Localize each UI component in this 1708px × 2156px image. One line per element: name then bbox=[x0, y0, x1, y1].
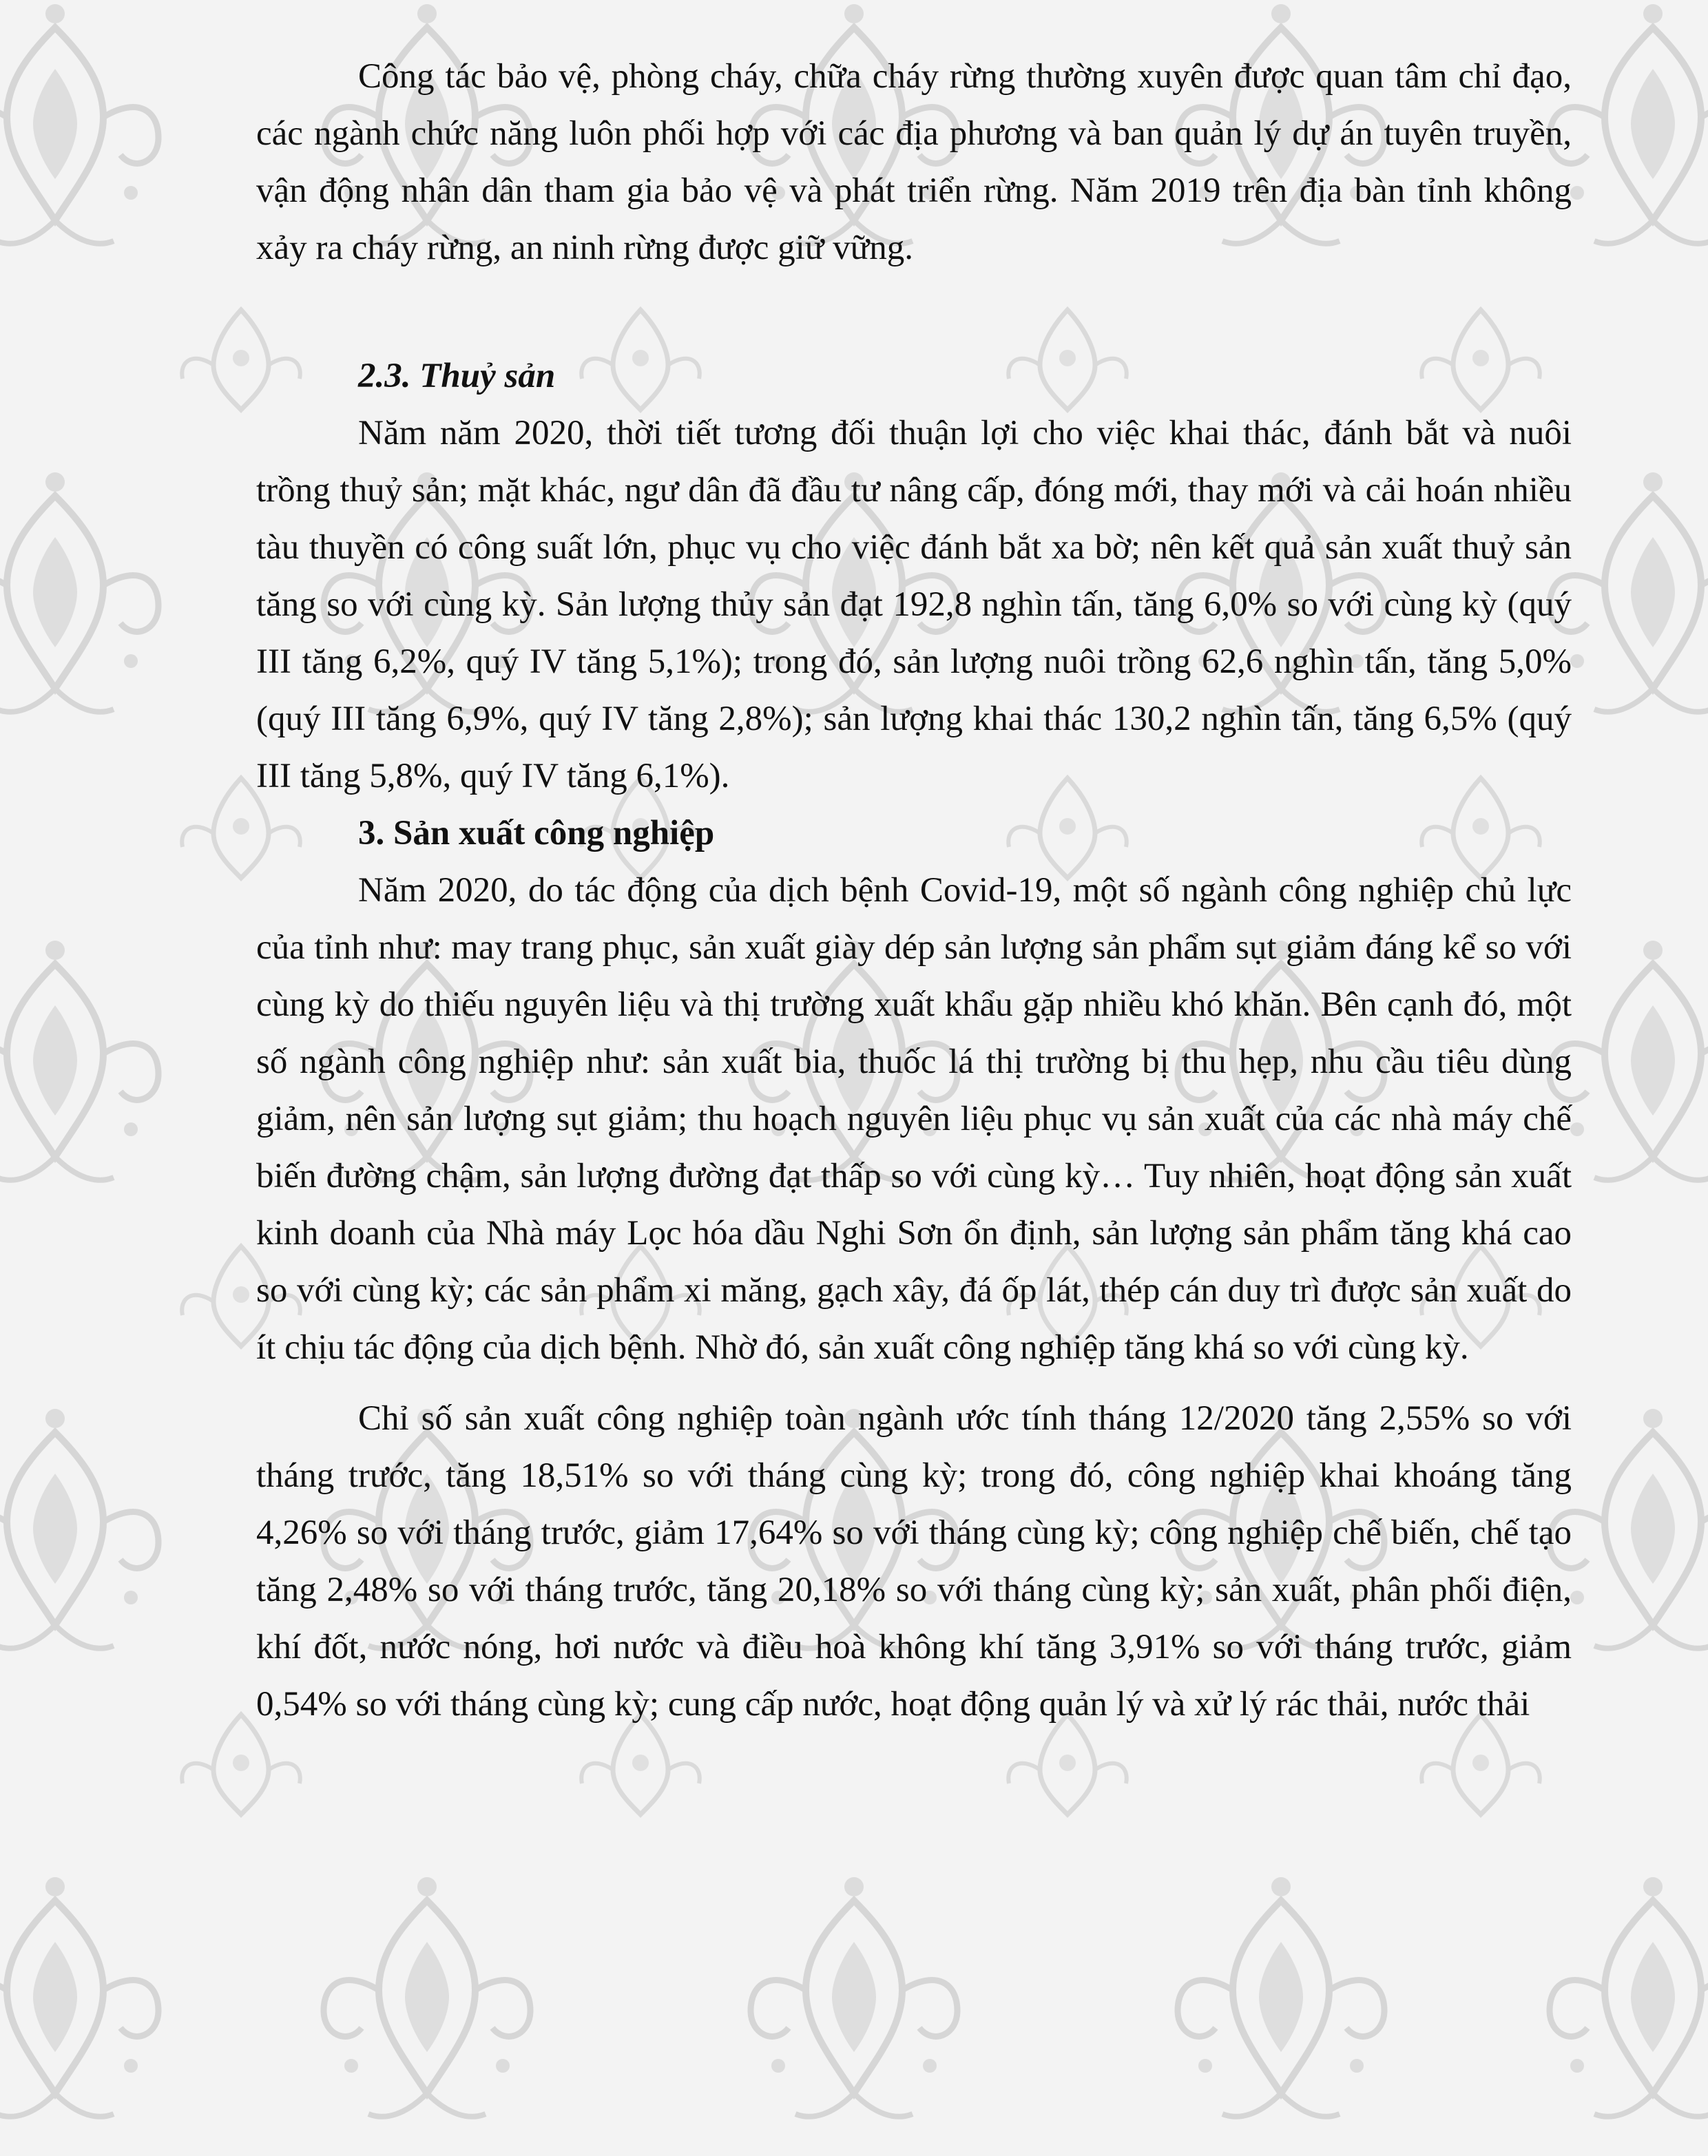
paragraph-fisheries: Năm năm 2020, thời tiết tương đối thuận lợi cho việc khai thác, đánh bắt và nuôi trồng thuỷ sản; mặt khác, ngư dân đã đầu tư nâng cấp, đóng mới, thay mới và cải hoán nhiều tàu thuyền có công suất lớn, phục vụ cho việc đánh bắt xa bờ; nên kết quả sản xuất thuỷ sản tăng so với cùng kỳ. Sản lượng thủy sản đạt 192,8 nghìn tấn, tăng 6,0% so với cùng kỳ (quý III tăng 6,2%, quý IV tăng 5,1%); trong đó, sản lượng nuôi trồng 62,6 nghìn tấn, tăng 5,0% (quý III tăng 6,9%, quý IV tăng 2,8%); sản lượng khai thác 130,2 nghìn tấn, tăng 6,5% (quý III tăng 5,8%, quý IV tăng 6,1%). bbox=[256, 414, 1572, 795]
paragraph-spacer bbox=[256, 1377, 1572, 1390]
paragraph-industry-index: Chỉ số sản xuất công nghiệp toàn ngành ước tính tháng 12/2020 tăng 2,55% so với tháng trước, tăng 18,51% so với tháng cùng kỳ; trong đó, công nghiệp khai khoáng tăng 4,26% so với tháng trước, giảm 17,64% so với tháng cùng kỳ; công nghiệp chế biến, chế tạo tăng 2,48% so với tháng trước, tăng 20,18% so với tháng cùng kỳ; sản xuất, phân phối điện, khí đốt, nước nóng, hơi nước và điều hoà không khí tăng 3,91% so với tháng trước, giảm 0,54% so với tháng cùng kỳ; cung cấp nước, hoạt động quản lý và xử lý rác thải, nước thải bbox=[256, 1399, 1572, 1724]
document-body bbox=[256, 48, 1572, 1733]
paragraph-industry-overview: Năm 2020, do tác động của dịch bệnh Covid-19, một số ngành công nghiệp chủ lực của tỉnh như: may trang phục, sản xuất giày dép sản lượng sản phẩm sụt giảm đáng kể so với cùng kỳ do thiếu nguyên liệu và thị trường xuất khẩu gặp nhiều khó khăn. Bên cạnh đó, một số ngành công nghiệp như: sản xuất bia, thuốc lá thị trường bị thu hẹp, nhu cầu tiêu dùng giảm, nên sản lượng sụt giảm; thu hoạch nguyên liệu phục vụ sản xuất của các nhà máy chế biến đường chậm, sản lượng đường đạt thấp so với cùng kỳ… Tuy nhiên, hoạt động sản xuất kinh doanh của Nhà máy Lọc hóa dầu Nghi Sơn ổn định, sản lượng sản phẩm tăng khá cao so với cùng kỳ; các sản phẩm xi măng, gạch xây, đá ốp lát, thép cán duy trì được sản xuất do ít chịu tác động của dịch bệnh. Nhờ đó, sản xuất công nghiệp tăng khá so với cùng kỳ. bbox=[256, 871, 1572, 1367]
heading-2-3-fisheries: 2.3. Thuỷ sản bbox=[358, 357, 556, 395]
heading-3-industrial-production: 3. Sản xuất công nghiệp bbox=[358, 814, 715, 852]
section-spacer bbox=[256, 277, 1572, 348]
paragraph-forest-protection: Công tác bảo vệ, phòng cháy, chữa cháy rừng thường xuyên được quan tâm chỉ đạo, các ngành chức năng luôn phối hợp với các địa phương và ban quản lý dự án tuyên truyền, vận động nhân dân tham gia bảo vệ và phát triển rừng. Năm 2019 trên địa bàn tỉnh không xảy ra cháy rừng, an ninh rừng được giữ vững. bbox=[256, 57, 1572, 267]
